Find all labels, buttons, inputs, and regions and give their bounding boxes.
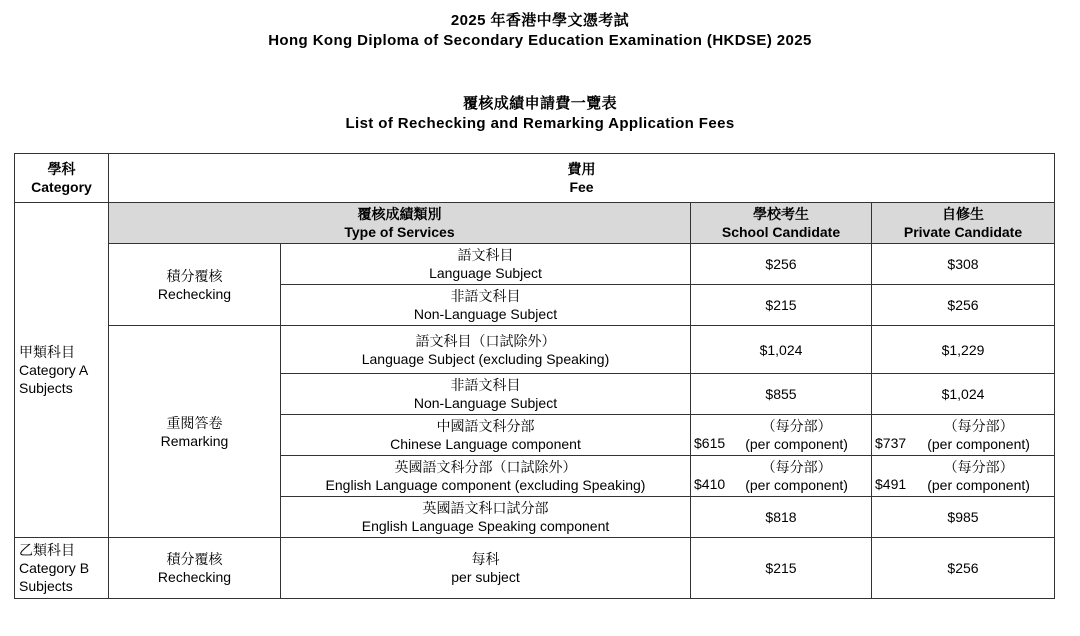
rechecking-cell: 積分覆核 Rechecking <box>109 244 281 326</box>
private-fee: $1,024 <box>872 374 1055 415</box>
header-row-top <box>15 154 1055 203</box>
school-fee: $1,024 <box>691 326 872 374</box>
table-row <box>15 538 1055 599</box>
school-candidate-header: 學校考生 School Candidate <box>691 203 872 244</box>
table-row <box>15 326 1055 374</box>
service-type-header: 覆核成績類別 Type of Services <box>109 203 691 244</box>
document-title <box>0 11 1080 51</box>
service-description: 中國語文科分部 Chinese Language component <box>281 415 691 456</box>
private-fee: $985 <box>872 497 1055 538</box>
service-description: 英國語文科分部（口試除外） English Language component (excluding Speaking) <box>281 456 691 497</box>
document-subtitle <box>0 94 1080 134</box>
private-fee: $737 （每分部） (per component) <box>872 415 1055 456</box>
category-header: 學科 Category <box>15 154 109 203</box>
service-description: 語文科目（口試除外） Language Subject (excluding Speaking) <box>281 326 691 374</box>
remarking-cell: 重閱答卷 Remarking <box>109 326 281 538</box>
private-fee: $256 <box>872 285 1055 326</box>
category-a-cell: 甲類科目 Category A Subjects <box>15 203 109 538</box>
rechecking-cell: 積分覆核 Rechecking <box>109 538 281 599</box>
school-fee: $215 <box>691 285 872 326</box>
service-description: 非語文科目 Non-Language Subject <box>281 285 691 326</box>
school-fee: $256 <box>691 244 872 285</box>
header-row-services <box>15 203 1055 244</box>
title-en: Hong Kong Diploma of Secondary Education Examination (HKDSE) 2025 <box>268 32 812 49</box>
private-fee: $1,229 <box>872 326 1055 374</box>
subtitle-en: List of Rechecking and Remarking Application Fees <box>345 115 735 132</box>
service-description: 每科 per subject <box>281 538 691 599</box>
school-fee: $215 <box>691 538 872 599</box>
subtitle-zh: 覆核成績申請費一覽表 <box>462 95 617 112</box>
category-b-cell: 乙類科目 Category B Subjects <box>15 538 109 599</box>
private-fee: $256 <box>872 538 1055 599</box>
fee-table <box>14 153 1055 599</box>
service-description: 語文科目 Language Subject <box>281 244 691 285</box>
title-zh: 2025 年香港中學文憑考試 <box>450 12 630 29</box>
school-fee: $818 <box>691 497 872 538</box>
school-fee: $410 （每分部） (per component) <box>691 456 872 497</box>
service-description: 非語文科目 Non-Language Subject <box>281 374 691 415</box>
table-row <box>15 244 1055 285</box>
service-description: 英國語文科口試分部 English Language Speaking component <box>281 497 691 538</box>
private-fee: $308 <box>872 244 1055 285</box>
fee-header: 費用 Fee <box>109 154 1055 203</box>
school-fee: $855 <box>691 374 872 415</box>
private-fee: $491 （每分部） (per component) <box>872 456 1055 497</box>
school-fee: $615 （每分部） (per component) <box>691 415 872 456</box>
private-candidate-header: 自修生 Private Candidate <box>872 203 1055 244</box>
